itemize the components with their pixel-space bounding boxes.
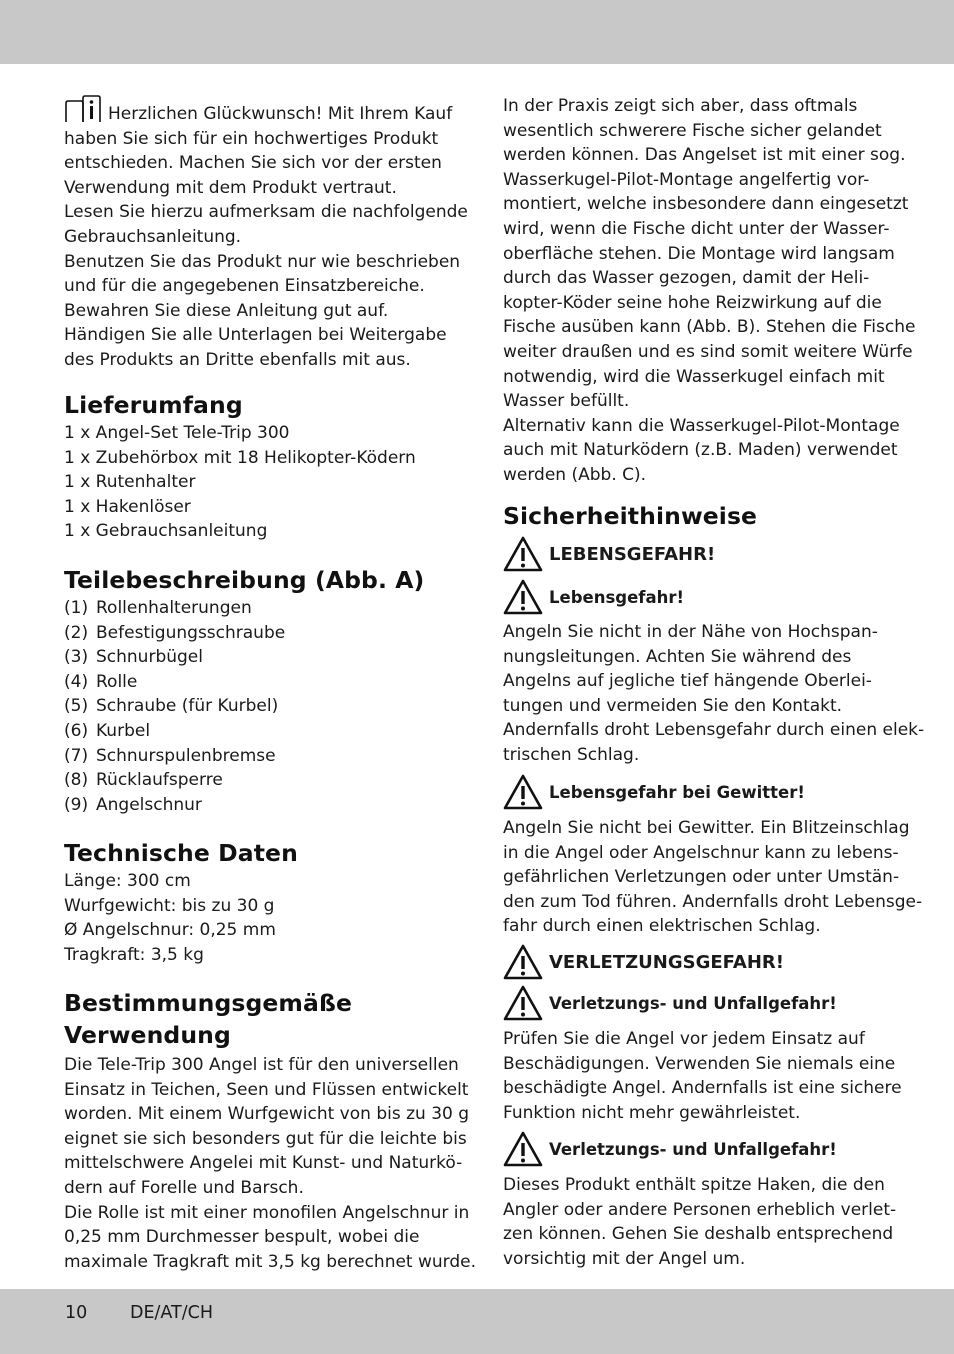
warning-icon bbox=[503, 536, 543, 572]
list-item: (1) Rollenhalterungen bbox=[64, 598, 252, 618]
warning-lebensgefahr-text bbox=[503, 620, 924, 768]
list-item: 1 x Rutenhalter bbox=[64, 472, 196, 493]
body-line: Angelns auf jegliche tief hängende Oberlei- bbox=[503, 671, 872, 692]
section-heading: Verwendung bbox=[64, 1021, 231, 1049]
body-line: 0,25 mm Durchmesser bespult, wobei die bbox=[64, 1227, 420, 1248]
warning-icon bbox=[503, 774, 543, 810]
warning-title: Verletzungs- und Unfallgefahr! bbox=[549, 993, 837, 1013]
list-item: (2) Befestigungsschraube bbox=[64, 622, 286, 643]
intro-line: Herzlichen Glückwunsch! Mit Ihrem Kauf bbox=[64, 95, 468, 127]
warning-title: Lebensgefahr! bbox=[549, 587, 684, 607]
body-line: Alternativ kann die Wasserkugel-Pilot-Montage bbox=[503, 415, 900, 436]
section-heading: Sicherheithinweise bbox=[503, 502, 758, 530]
praxis-section bbox=[503, 94, 915, 488]
intro-line: Händigen Sie alle Unterlagen bei Weitergabe bbox=[64, 325, 447, 346]
list-item: 1 x Zubehörbox mit 18 Helikopter-Ködern bbox=[64, 447, 416, 468]
warning-verletzung-2 bbox=[503, 1131, 837, 1167]
list-item: (6) Kurbel bbox=[64, 720, 151, 741]
intro-line: des Produkts an Dritte ebenfalls mit aus. bbox=[64, 349, 411, 370]
intro-section bbox=[64, 95, 468, 373]
body-line: Wasser befüllt. bbox=[503, 391, 630, 412]
info-icon bbox=[64, 95, 102, 123]
body-line: zen können. Gehen Sie deshalb entsprechend bbox=[503, 1224, 894, 1245]
body-line: oberfläche stehen. Die Montage wird langsam bbox=[503, 243, 895, 264]
list-item: (8) Rücklaufsperre bbox=[64, 770, 223, 791]
body-line: fahr durch einen elektrischen Schlag. bbox=[503, 916, 821, 937]
intro-line: entschieden. Machen Sie sich vor der ersten bbox=[64, 153, 442, 174]
body-line: werden (Abb. C). bbox=[503, 464, 647, 485]
body-line: trischen Schlag. bbox=[503, 744, 640, 765]
warning-icon bbox=[503, 1131, 543, 1167]
intro-line: und für die angegebenen Einsatzbereiche. bbox=[64, 276, 425, 297]
warning-icon bbox=[503, 944, 543, 980]
body-line: Fische ausüben kann (Abb. B). Stehen die Fische bbox=[503, 317, 916, 338]
list-item: (4) Rolle bbox=[64, 671, 138, 692]
body-line: tungen und vermeiden Sie den Kontakt. bbox=[503, 695, 843, 716]
body-line: Die Tele-Trip 300 Angel ist für den universellen bbox=[64, 1055, 459, 1075]
body-line: Wasserkugel-Pilot-Montage angelfertig vor- bbox=[503, 169, 870, 190]
body-line: gefährlichen Verletzungen oder unter Umstän- bbox=[503, 867, 900, 888]
body-line: werden können. Das Angelset ist mit einer sog. bbox=[503, 145, 906, 166]
intro-line: haben Sie sich für ein hochwertiges Produkt bbox=[64, 128, 439, 149]
body-line: eignet sie sich besonders gut für die leichte bis bbox=[64, 1128, 467, 1149]
body-line: Angeln Sie nicht in der Nähe von Hochspan- bbox=[503, 622, 878, 642]
body-line: Andernfalls droht Lebensgefahr durch einen elek- bbox=[503, 720, 925, 741]
section-heading: Teilebeschreibung (Abb. A) bbox=[64, 566, 425, 594]
list-item: (5) Schraube (für Kurbel) bbox=[64, 696, 279, 717]
warning-title: VERLETZUNGSGEFAHR! bbox=[549, 951, 784, 973]
body-line: beschädigte Angel. Andernfalls ist eine sichere bbox=[503, 1078, 902, 1099]
warning-lebensgefahr-heading bbox=[503, 536, 715, 572]
sicherheit-heading-block bbox=[503, 500, 757, 532]
warning-title: Lebensgefahr bei Gewitter! bbox=[549, 782, 805, 802]
body-line: Funktion nicht mehr gewährleistet. bbox=[503, 1102, 801, 1123]
list-item: 1 x Gebrauchsanleitung bbox=[64, 521, 268, 542]
intro-line: Lesen Sie hierzu aufmerksam die nachfolgende bbox=[64, 202, 468, 223]
page-number: 10 bbox=[65, 1303, 88, 1323]
spec-line: Tragkraft: 3,5 kg bbox=[64, 944, 204, 965]
lieferumfang-section bbox=[64, 389, 416, 544]
warning-title: Verletzungs- und Unfallgefahr! bbox=[549, 1139, 837, 1159]
spec-line: Länge: 300 cm bbox=[64, 871, 191, 891]
intro-line: Gebrauchsanleitung. bbox=[64, 226, 242, 247]
warning-verletzung-2-text bbox=[503, 1173, 896, 1271]
body-line: den zum Tod führen. Andernfalls droht Lebensge- bbox=[503, 891, 923, 912]
list-item: (7) Schnurspulenbremse bbox=[64, 745, 276, 766]
warning-lebensgefahr bbox=[503, 579, 684, 615]
intro-line: Benutzen Sie das Produkt nur wie beschrieben bbox=[64, 251, 461, 272]
technische-daten-section bbox=[64, 837, 298, 967]
teile-section bbox=[64, 564, 424, 817]
header-bar bbox=[0, 0, 954, 64]
body-line: in die Angel oder Angelschnur kann zu lebens- bbox=[503, 842, 899, 863]
body-line: weiter draußen und es sind somit weitere Würfe bbox=[503, 341, 913, 362]
language-code: DE/AT/CH bbox=[130, 1303, 214, 1323]
list-item: 1 x Hakenlöser bbox=[64, 496, 191, 517]
warning-verletzung-heading bbox=[503, 944, 784, 980]
body-line: nungsleitungen. Achten Sie während des bbox=[503, 646, 852, 667]
warning-verletzung-1-text bbox=[503, 1027, 902, 1125]
list-item: (9) Angelschnur bbox=[64, 794, 202, 815]
body-line: wesentlich schwerere Fische sicher gelandet bbox=[503, 120, 882, 141]
intro-line: Verwendung mit dem Produkt vertraut. bbox=[64, 177, 397, 198]
body-line: Angler oder andere Personen erheblich verlet- bbox=[503, 1199, 897, 1220]
body-line: Einsatz in Teichen, Seen und Flüssen entwickelt bbox=[64, 1079, 469, 1100]
body-line: notwendig, wird die Wasserkugel einfach mit bbox=[503, 366, 885, 387]
bestimmung-section bbox=[64, 987, 476, 1274]
warning-icon bbox=[503, 579, 543, 615]
list-item: 1 x Angel-Set Tele-Trip 300 bbox=[64, 423, 290, 443]
body-line: kopter-Köder seine hohe Reizwirkung auf die bbox=[503, 292, 882, 313]
section-heading: Bestimmungsgemäße bbox=[64, 989, 353, 1017]
warning-gewitter-text bbox=[503, 816, 922, 939]
body-line: dern auf Forelle und Barsch. bbox=[64, 1177, 304, 1198]
body-line: durch das Wasser gezogen, damit der Heli- bbox=[503, 268, 870, 289]
body-line: Prüfen Sie die Angel vor jedem Einsatz auf bbox=[503, 1029, 865, 1049]
body-line: wird, wenn die Fische dicht unter der Wasser- bbox=[503, 218, 890, 239]
spec-line: Ø Angelschnur: 0,25 mm bbox=[64, 920, 276, 941]
body-line: auch mit Naturködern (z.B. Maden) verwendet bbox=[503, 440, 898, 461]
section-heading: Lieferumfang bbox=[64, 391, 243, 419]
section-heading: Technische Daten bbox=[64, 839, 298, 867]
spec-line: Wurfgewicht: bis zu 30 g bbox=[64, 895, 275, 916]
body-line: maximale Tragkraft mit 3,5 kg berechnet wurde. bbox=[64, 1251, 477, 1272]
list-item: (3) Schnurbügel bbox=[64, 647, 203, 668]
body-line: montiert, welche insbesondere dann eingesetzt bbox=[503, 194, 909, 215]
body-line: Dieses Produkt enthält spitze Haken, die den bbox=[503, 1175, 885, 1195]
warning-icon bbox=[503, 985, 543, 1021]
intro-line: Bewahren Sie diese Anleitung gut auf. bbox=[64, 300, 389, 321]
warning-verletzung-1 bbox=[503, 985, 837, 1021]
body-line: mittelschwere Angelei mit Kunst- und Naturkö- bbox=[64, 1153, 463, 1174]
body-line: Die Rolle ist mit einer monofilen Angelschnur in bbox=[64, 1202, 470, 1223]
body-line: worden. Mit einem Wurfgewicht von bis zu 30 g bbox=[64, 1104, 470, 1125]
body-line: Beschädigungen. Verwenden Sie niemals eine bbox=[503, 1053, 896, 1074]
body-line: In der Praxis zeigt sich aber, dass oftmals bbox=[503, 96, 858, 116]
body-line: vorsichtig mit der Angel um. bbox=[503, 1248, 746, 1269]
warning-gewitter bbox=[503, 774, 805, 810]
body-line: Angeln Sie nicht bei Gewitter. Ein Blitzeinschlag bbox=[503, 818, 910, 838]
warning-title: LEBENSGEFAHR! bbox=[549, 543, 716, 565]
